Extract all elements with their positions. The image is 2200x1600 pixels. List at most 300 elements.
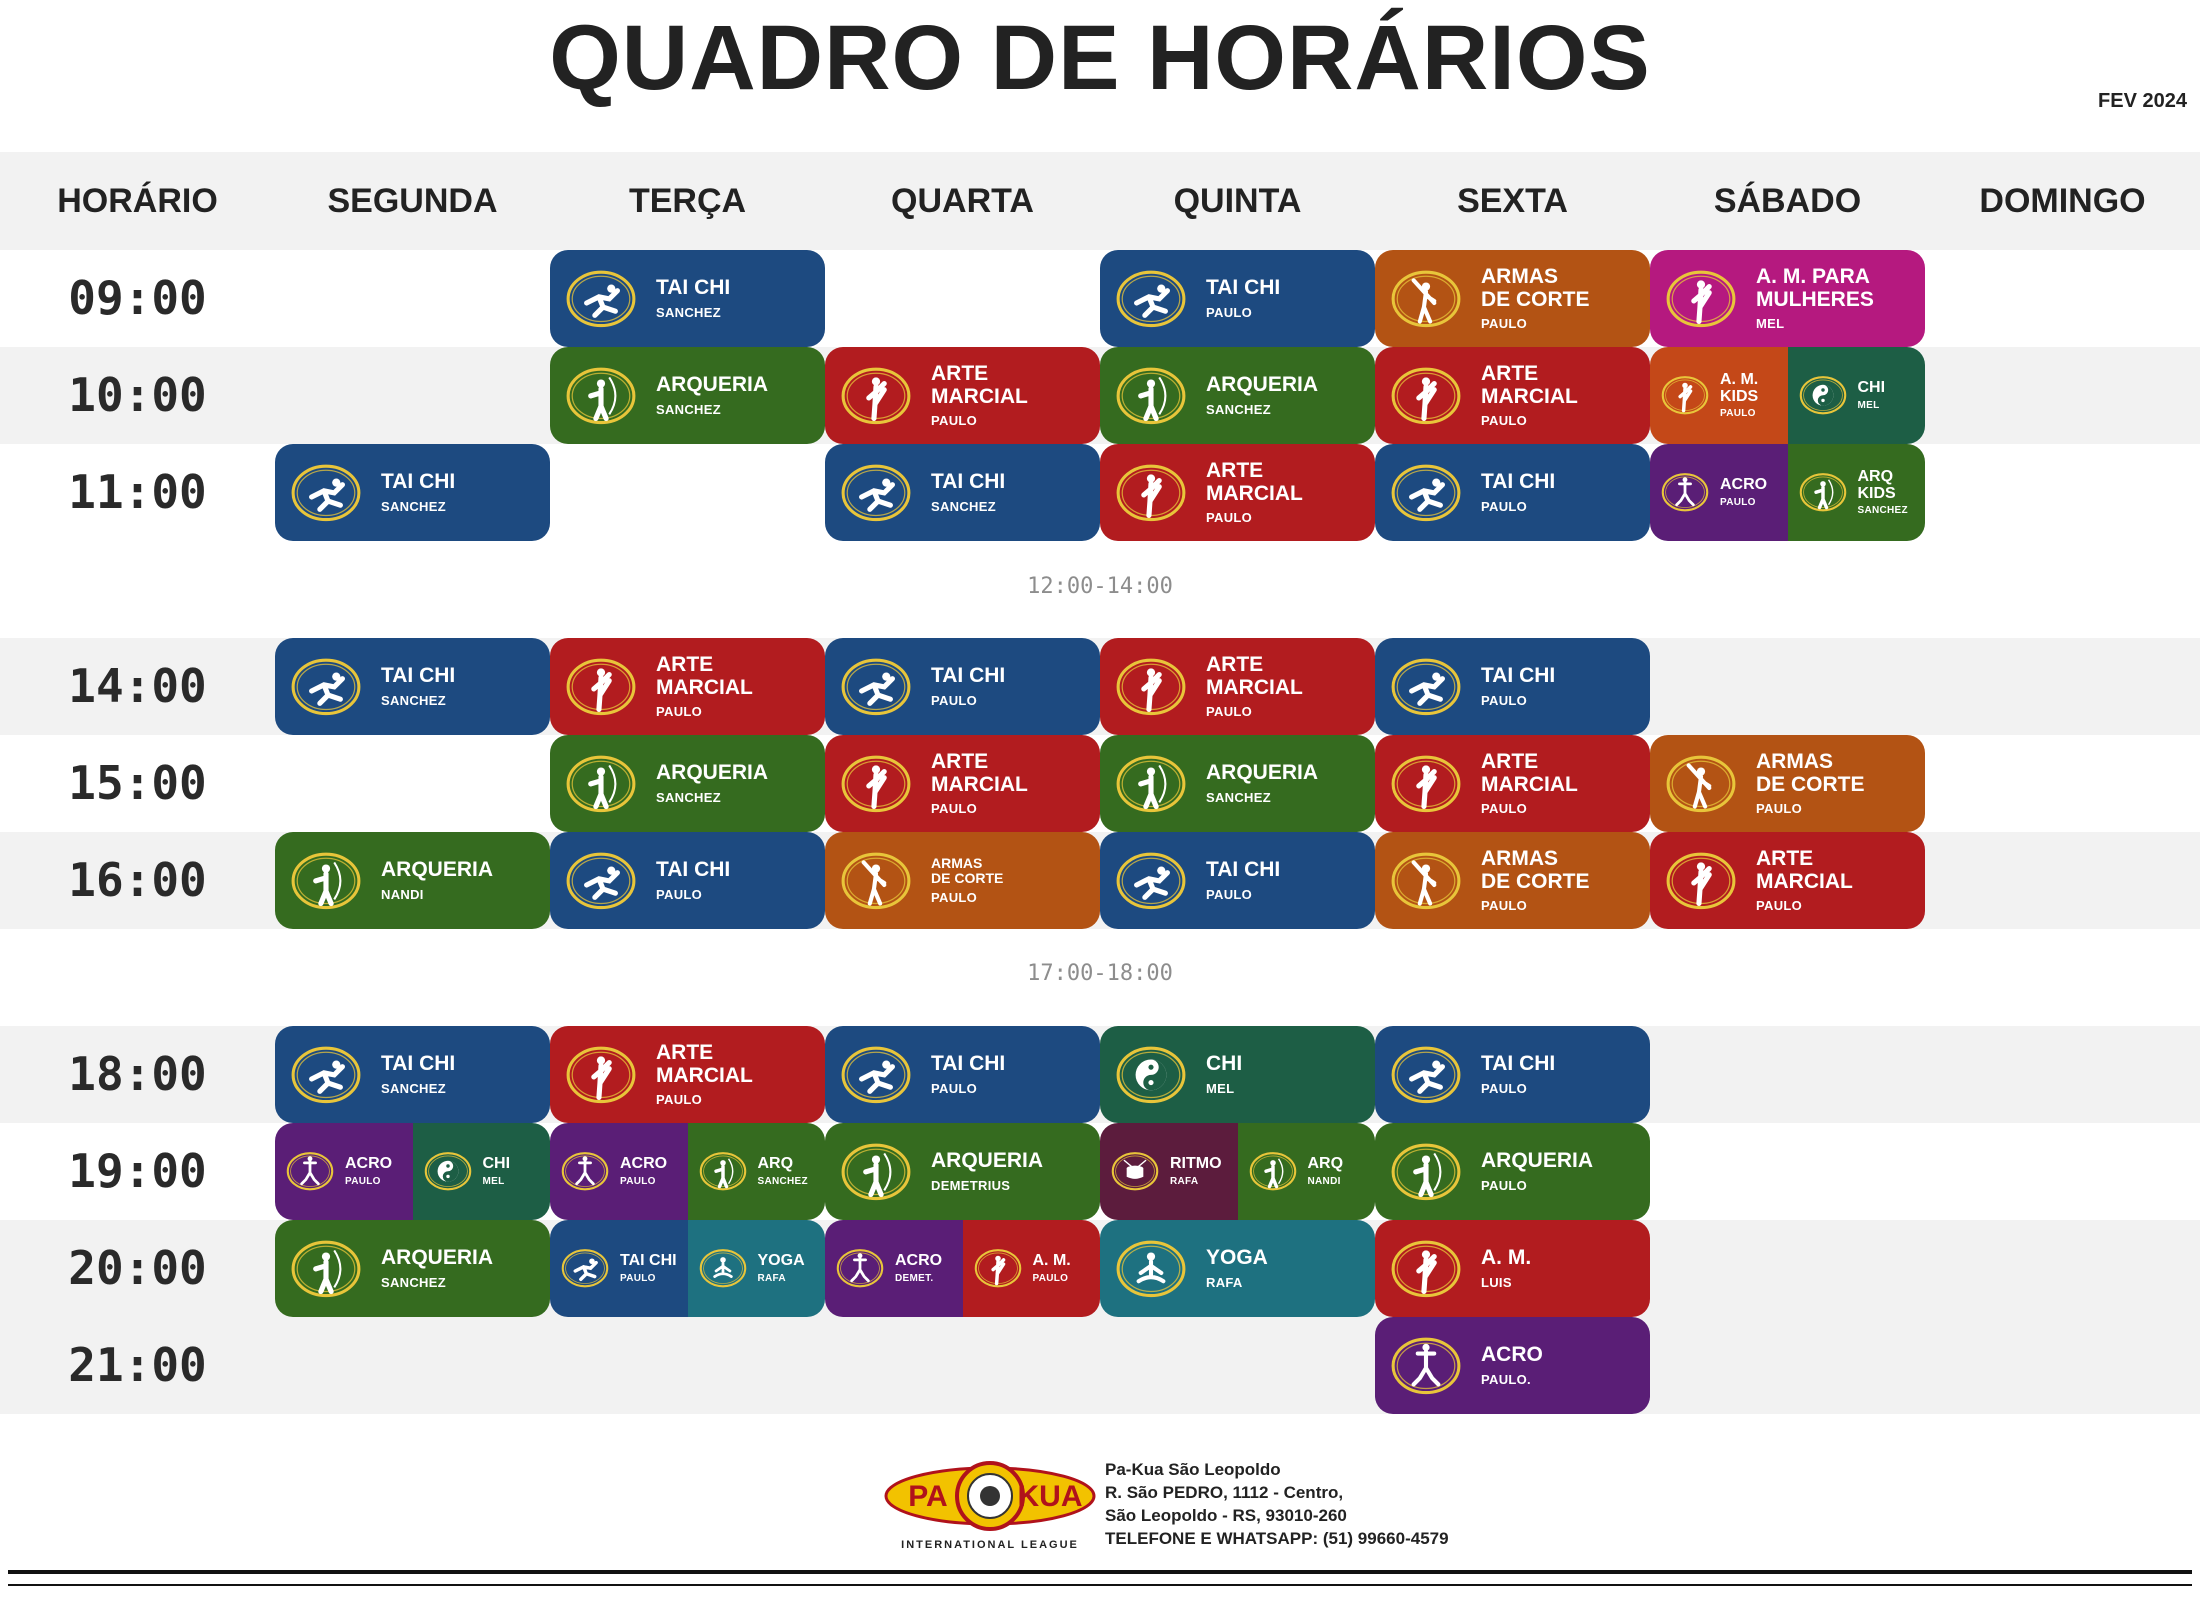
class-text bbox=[1481, 363, 1578, 427]
teacher-name: PAULO bbox=[1481, 498, 1528, 514]
teacher-name: LUIS bbox=[1481, 1274, 1512, 1290]
class-block bbox=[1100, 735, 1375, 832]
class-text bbox=[1481, 665, 1555, 707]
header-quarta: QUARTA bbox=[891, 182, 1034, 220]
teacher-name: SANCHEZ bbox=[931, 498, 996, 514]
class-text bbox=[1858, 469, 1908, 517]
class-block bbox=[825, 735, 1100, 832]
class-text bbox=[1308, 1156, 1344, 1187]
class-text bbox=[1756, 751, 1865, 815]
class-block bbox=[550, 832, 825, 929]
class-block bbox=[1375, 444, 1650, 541]
class-card-tai-chi[interactable] bbox=[825, 1026, 1100, 1123]
teacher-name: PAULO bbox=[1032, 1272, 1069, 1284]
teacher-name: PAULO bbox=[1720, 496, 1756, 508]
class-card-arqueria[interactable] bbox=[550, 735, 825, 832]
class-card-acro-chi[interactable] bbox=[275, 1123, 550, 1220]
yinyang-icon bbox=[423, 1149, 473, 1193]
class-text bbox=[1206, 1053, 1242, 1095]
class-text bbox=[1756, 848, 1853, 912]
class-text bbox=[381, 859, 493, 901]
teacher-name: PAULO bbox=[656, 703, 703, 719]
martial-art-icon bbox=[564, 1042, 638, 1108]
lunch-break-label: 12:00-14:00 bbox=[1027, 574, 1173, 599]
class-name: TAI CHI bbox=[381, 1052, 456, 1076]
taichi-icon bbox=[1114, 848, 1188, 914]
class-card-arqueria[interactable] bbox=[1100, 347, 1375, 444]
class-card-arte-marcial[interactable] bbox=[825, 347, 1100, 444]
class-name: ACRO bbox=[895, 1252, 943, 1270]
taichi-icon bbox=[564, 848, 638, 914]
class-text bbox=[483, 1156, 511, 1187]
class-name: TAI CHI bbox=[620, 1252, 677, 1270]
teacher-name: NANDI bbox=[381, 886, 424, 902]
class-block bbox=[550, 1220, 688, 1317]
acro-icon bbox=[1389, 1333, 1463, 1399]
class-block bbox=[1650, 832, 1925, 929]
yoga-icon bbox=[1114, 1236, 1188, 1302]
class-block bbox=[1375, 1220, 1650, 1317]
class-text bbox=[1206, 859, 1280, 901]
teacher-name: NANDI bbox=[1307, 1175, 1341, 1187]
class-card-tai-chi[interactable] bbox=[275, 444, 550, 541]
class-card-tai-chi[interactable] bbox=[275, 638, 550, 735]
class-card-tai-chi-yoga[interactable] bbox=[550, 1220, 825, 1317]
class-name: ARQUERIA bbox=[656, 761, 769, 785]
class-card-arqueria[interactable] bbox=[275, 1220, 550, 1317]
class-block bbox=[550, 1026, 825, 1123]
class-text bbox=[656, 374, 768, 416]
class-card-a-m[interactable] bbox=[1375, 1220, 1650, 1317]
sword-icon bbox=[1389, 266, 1463, 332]
class-text bbox=[656, 762, 768, 804]
teacher-name: PAULO bbox=[1481, 412, 1528, 428]
martial-art-icon bbox=[839, 751, 913, 817]
class-text bbox=[381, 471, 455, 513]
class-text bbox=[381, 1053, 455, 1095]
class-card-chi[interactable] bbox=[1100, 1026, 1375, 1123]
teacher-name: MEL bbox=[482, 1175, 505, 1187]
class-block bbox=[963, 1220, 1101, 1317]
archery-icon bbox=[698, 1149, 748, 1193]
class-block bbox=[1100, 1220, 1375, 1317]
archery-icon bbox=[289, 1236, 363, 1302]
teacher-name: SANCHEZ bbox=[381, 692, 446, 708]
acro-icon bbox=[285, 1149, 335, 1193]
martial-art-icon bbox=[564, 654, 638, 720]
taichi-icon bbox=[289, 1042, 363, 1108]
class-text bbox=[931, 363, 1028, 427]
class-card-arte-marcial[interactable] bbox=[1375, 735, 1650, 832]
class-card-tai-chi[interactable] bbox=[1375, 638, 1650, 735]
class-card-arqueria[interactable] bbox=[1100, 735, 1375, 832]
taichi-icon bbox=[1389, 654, 1463, 720]
class-text bbox=[345, 1156, 392, 1187]
class-block bbox=[1375, 1026, 1650, 1123]
martial-art-icon bbox=[839, 363, 913, 429]
logo-text-right: KUA bbox=[1017, 1480, 1083, 1513]
class-card-arte-marcial[interactable] bbox=[550, 638, 825, 735]
class-block bbox=[413, 1123, 551, 1220]
teacher-name: MEL bbox=[1857, 399, 1880, 411]
class-block bbox=[1100, 1123, 1238, 1220]
class-block bbox=[1788, 444, 1926, 541]
class-name: ACRO bbox=[620, 1155, 668, 1173]
class-text bbox=[1481, 1247, 1531, 1289]
acro-icon bbox=[560, 1149, 610, 1193]
class-block bbox=[1375, 832, 1650, 929]
class-text bbox=[1481, 848, 1590, 912]
class-block bbox=[1375, 250, 1650, 347]
class-block bbox=[1650, 735, 1925, 832]
teacher-name: PAULO bbox=[1206, 509, 1253, 525]
class-text bbox=[758, 1156, 808, 1187]
class-name: CHI bbox=[1857, 379, 1886, 397]
class-card-arte-marcial[interactable] bbox=[1100, 444, 1375, 541]
yinyang-icon bbox=[1798, 373, 1848, 417]
teacher-name: PAULO bbox=[931, 890, 978, 906]
class-card-armas-de-corte[interactable] bbox=[825, 832, 1100, 929]
afternoon-break-label: 17:00-18:00 bbox=[1027, 961, 1173, 986]
class-card-arte-marcial[interactable] bbox=[825, 735, 1100, 832]
pakua-logo bbox=[880, 1456, 1100, 1556]
teacher-name: PAULO bbox=[1481, 1177, 1528, 1193]
teacher-name: SANCHEZ bbox=[656, 304, 721, 320]
class-card-arte-marcial[interactable] bbox=[1100, 638, 1375, 735]
teacher-name: SANCHEZ bbox=[381, 1080, 446, 1096]
martial-art-icon bbox=[1664, 266, 1738, 332]
class-card-tai-chi[interactable] bbox=[550, 250, 825, 347]
class-name: ARQUERIA bbox=[656, 373, 769, 397]
class-block bbox=[825, 1026, 1100, 1123]
class-text bbox=[931, 1150, 1043, 1192]
class-name: ACRO bbox=[1481, 1343, 1543, 1367]
class-text bbox=[1756, 266, 1874, 330]
header-sabado: SÁBADO bbox=[1713, 182, 1862, 220]
teacher-name: PAULO bbox=[1206, 886, 1253, 902]
class-card-arte-marcial[interactable] bbox=[1375, 347, 1650, 444]
teacher-name: PAULO bbox=[1481, 800, 1528, 816]
teacher-name: PAULO bbox=[1756, 800, 1803, 816]
yoga-icon bbox=[698, 1246, 748, 1290]
class-block bbox=[1100, 444, 1375, 541]
time-slot-label: 19:00 bbox=[68, 1144, 207, 1198]
archery-icon bbox=[1248, 1149, 1298, 1193]
class-name: ARTE MARCIAL bbox=[1206, 459, 1303, 505]
teacher-name: SANCHEZ bbox=[1206, 401, 1271, 417]
class-card-tai-chi[interactable] bbox=[825, 638, 1100, 735]
archery-icon bbox=[1114, 751, 1188, 817]
class-card-acro-a-m[interactable] bbox=[825, 1220, 1100, 1317]
martial-art-icon bbox=[1664, 848, 1738, 914]
class-text bbox=[1206, 460, 1303, 524]
class-block bbox=[550, 638, 825, 735]
teacher-name: DEMET. bbox=[895, 1272, 934, 1284]
class-name: TAI CHI bbox=[1206, 276, 1281, 300]
class-name: A. M. KIDS bbox=[1720, 370, 1759, 405]
header-sexta: SEXTA bbox=[1457, 182, 1568, 220]
time-slot-label: 10:00 bbox=[68, 368, 207, 422]
class-text bbox=[1481, 266, 1590, 330]
class-name: YOGA bbox=[1206, 1246, 1268, 1270]
teacher-name: PAULO bbox=[1206, 703, 1253, 719]
sword-icon bbox=[1389, 848, 1463, 914]
class-name: ARMAS DE CORTE bbox=[1756, 750, 1865, 796]
class-name: TAI CHI bbox=[1206, 858, 1281, 882]
martial-art-icon bbox=[1389, 751, 1463, 817]
class-name: ARTE MARCIAL bbox=[931, 362, 1028, 408]
header-quinta: QUINTA bbox=[1173, 182, 1302, 220]
class-card-arte-marcial[interactable] bbox=[550, 1026, 825, 1123]
class-block bbox=[825, 444, 1100, 541]
class-block bbox=[275, 638, 550, 735]
class-text bbox=[656, 859, 730, 901]
time-slot-label: 21:00 bbox=[68, 1338, 207, 1392]
class-text bbox=[1481, 1053, 1555, 1095]
class-name: A. M. bbox=[1032, 1252, 1071, 1270]
class-name: ARMAS DE CORTE bbox=[931, 854, 1004, 886]
taichi-icon bbox=[289, 654, 363, 720]
teacher-name: MEL bbox=[1756, 315, 1785, 331]
teacher-name: PAULO bbox=[1206, 304, 1253, 320]
class-name: TAI CHI bbox=[656, 858, 731, 882]
class-block bbox=[550, 735, 825, 832]
class-text bbox=[620, 1156, 667, 1187]
time-slot-label: 11:00 bbox=[68, 465, 207, 519]
class-card-ritmo-arq[interactable] bbox=[1100, 1123, 1375, 1220]
teacher-name: PAULO bbox=[345, 1175, 381, 1187]
class-card-arqueria[interactable] bbox=[1375, 1123, 1650, 1220]
class-block bbox=[1788, 347, 1926, 444]
class-text bbox=[381, 665, 455, 707]
address-line: R. São PEDRO, 1112 - Centro, bbox=[1105, 1483, 1344, 1502]
class-name: ARQUERIA bbox=[1481, 1149, 1594, 1173]
martial-art-icon bbox=[1114, 460, 1188, 526]
class-card-tai-chi[interactable] bbox=[1100, 832, 1375, 929]
taichi-icon bbox=[1389, 1042, 1463, 1108]
class-card-arqueria[interactable] bbox=[550, 347, 825, 444]
class-block bbox=[275, 1123, 413, 1220]
class-name: ARQ bbox=[1307, 1155, 1344, 1173]
class-card-arqueria[interactable] bbox=[275, 832, 550, 929]
class-card-armas-de-corte[interactable] bbox=[1650, 735, 1925, 832]
class-card-arqueria[interactable] bbox=[825, 1123, 1100, 1220]
taichi-icon bbox=[560, 1246, 610, 1290]
class-text bbox=[381, 1247, 493, 1289]
schedule-row bbox=[0, 1317, 2200, 1414]
class-text bbox=[1206, 277, 1280, 319]
class-block bbox=[275, 1026, 550, 1123]
class-block bbox=[688, 1123, 826, 1220]
time-slot-label: 18:00 bbox=[68, 1047, 207, 1101]
class-block bbox=[825, 1123, 1100, 1220]
class-block bbox=[825, 638, 1100, 735]
teacher-name: PAULO bbox=[931, 412, 978, 428]
class-name: TAI CHI bbox=[931, 664, 1006, 688]
taichi-icon bbox=[564, 266, 638, 332]
taichi-icon bbox=[1389, 460, 1463, 526]
teacher-name: PAULO bbox=[1481, 897, 1528, 913]
class-text bbox=[1206, 654, 1303, 718]
class-card-acro[interactable] bbox=[1375, 1317, 1650, 1414]
class-name: ARQUERIA bbox=[931, 1149, 1044, 1173]
class-text bbox=[1170, 1156, 1222, 1187]
class-name: ARQUERIA bbox=[1206, 373, 1319, 397]
class-name: TAI CHI bbox=[381, 664, 456, 688]
class-text bbox=[620, 1253, 677, 1284]
class-card-armas-de-corte[interactable] bbox=[1375, 250, 1650, 347]
class-text bbox=[656, 654, 753, 718]
class-card-tai-chi[interactable] bbox=[1375, 444, 1650, 541]
class-name: ACRO bbox=[1720, 476, 1768, 494]
class-name: CHI bbox=[482, 1155, 511, 1173]
teacher-name: PAULO. bbox=[1481, 1371, 1531, 1387]
archery-icon bbox=[289, 848, 363, 914]
class-text bbox=[1033, 1253, 1071, 1284]
class-text bbox=[931, 856, 1003, 905]
footer-rule-thin bbox=[8, 1584, 2192, 1586]
martial-art-icon bbox=[1114, 654, 1188, 720]
taichi-icon bbox=[289, 460, 363, 526]
teacher-name: RAFA bbox=[1170, 1175, 1199, 1187]
teacher-name: PAULO bbox=[931, 692, 978, 708]
teacher-name: MEL bbox=[1206, 1080, 1235, 1096]
class-name: ARTE MARCIAL bbox=[1206, 653, 1303, 699]
class-block bbox=[275, 444, 550, 541]
teacher-name: PAULO bbox=[620, 1175, 656, 1187]
class-card-arte-marcial[interactable] bbox=[1650, 832, 1925, 929]
time-slot-label: 15:00 bbox=[68, 756, 207, 810]
class-text bbox=[656, 1042, 753, 1106]
class-name: YOGA bbox=[757, 1252, 805, 1270]
class-text bbox=[895, 1253, 942, 1284]
teacher-name: SANCHEZ bbox=[1857, 505, 1908, 517]
class-block bbox=[1375, 735, 1650, 832]
time-slot-label: 09:00 bbox=[68, 271, 207, 325]
logo-text-left: PA bbox=[908, 1480, 948, 1513]
class-text bbox=[931, 751, 1028, 815]
class-card-tai-chi[interactable] bbox=[275, 1026, 550, 1123]
class-name: TAI CHI bbox=[656, 276, 731, 300]
teacher-name: PAULO bbox=[1481, 692, 1528, 708]
martial-art-icon bbox=[973, 1246, 1023, 1290]
class-text bbox=[1481, 1344, 1543, 1386]
class-block bbox=[1375, 347, 1650, 444]
teacher-name: DEMETRIUS bbox=[931, 1177, 1011, 1193]
class-name: ARTE MARCIAL bbox=[1481, 750, 1578, 796]
class-name: ARQ KIDS bbox=[1857, 467, 1896, 502]
teacher-name: SANCHEZ bbox=[656, 401, 721, 417]
class-block bbox=[1375, 638, 1650, 735]
class-block bbox=[275, 832, 550, 929]
archery-icon bbox=[839, 1139, 913, 1205]
class-card-a-m-para-mulheres[interactable] bbox=[1650, 250, 1925, 347]
class-card-acro-arq[interactable] bbox=[550, 1123, 825, 1220]
class-text bbox=[931, 471, 1005, 513]
class-name: TAI CHI bbox=[931, 1052, 1006, 1076]
class-name: A. M. PARA MULHERES bbox=[1756, 265, 1874, 311]
time-slot-label: 14:00 bbox=[68, 659, 207, 713]
header-domingo: DOMINGO bbox=[1979, 182, 2146, 220]
class-card-tai-chi[interactable] bbox=[825, 444, 1100, 541]
header-segunda: SEGUNDA bbox=[327, 182, 498, 220]
class-block bbox=[1650, 250, 1925, 347]
time-slot-label: 16:00 bbox=[68, 853, 207, 907]
class-text bbox=[1481, 1150, 1593, 1192]
edition-date: FEV 2024 bbox=[2098, 90, 2187, 112]
class-block bbox=[1650, 444, 1788, 541]
class-text bbox=[1206, 762, 1318, 804]
teacher-name: SANCHEZ bbox=[757, 1175, 808, 1187]
page-title: QUADRO DE HORÁRIOS bbox=[549, 7, 1651, 109]
acro-icon bbox=[1660, 470, 1710, 514]
teacher-name: SANCHEZ bbox=[1206, 789, 1271, 805]
class-name: ARQ bbox=[757, 1155, 794, 1173]
class-name: TAI CHI bbox=[1481, 1052, 1556, 1076]
archery-icon bbox=[564, 751, 638, 817]
class-card-acro-arq-kids[interactable] bbox=[1650, 444, 1925, 541]
class-block bbox=[550, 250, 825, 347]
sword-icon bbox=[839, 848, 913, 914]
class-block bbox=[1100, 250, 1375, 347]
class-card-tai-chi[interactable] bbox=[1375, 1026, 1650, 1123]
class-card-a-m-kids-chi[interactable] bbox=[1650, 347, 1925, 444]
teacher-name: SANCHEZ bbox=[381, 1274, 446, 1290]
class-block bbox=[550, 347, 825, 444]
class-block bbox=[1100, 638, 1375, 735]
teacher-name: PAULO bbox=[1720, 408, 1756, 420]
class-text bbox=[1206, 1247, 1268, 1289]
teacher-name: RAFA bbox=[1206, 1274, 1243, 1290]
taichi-icon bbox=[839, 654, 913, 720]
teacher-name: PAULO bbox=[656, 886, 703, 902]
class-card-tai-chi[interactable] bbox=[1100, 250, 1375, 347]
archery-icon bbox=[564, 363, 638, 429]
class-name: ARQUERIA bbox=[381, 1246, 494, 1270]
acro-icon bbox=[835, 1246, 885, 1290]
class-block bbox=[550, 1123, 688, 1220]
class-card-yoga[interactable] bbox=[1100, 1220, 1375, 1317]
logo-subtitle: INTERNATIONAL LEAGUE bbox=[901, 1539, 1079, 1551]
class-block bbox=[1100, 1026, 1375, 1123]
header-horario: HORÁRIO bbox=[57, 182, 218, 220]
yinyang-icon bbox=[1114, 1042, 1188, 1108]
class-card-armas-de-corte[interactable] bbox=[1375, 832, 1650, 929]
martial-art-icon bbox=[1389, 363, 1463, 429]
class-block bbox=[825, 347, 1100, 444]
class-block bbox=[688, 1220, 826, 1317]
class-block bbox=[1238, 1123, 1376, 1220]
class-name: ARQUERIA bbox=[1206, 761, 1319, 785]
teacher-name: PAULO bbox=[1481, 315, 1528, 331]
class-card-tai-chi[interactable] bbox=[550, 832, 825, 929]
class-block bbox=[275, 1220, 550, 1317]
class-block bbox=[1375, 1317, 1650, 1414]
class-name: TAI CHI bbox=[931, 470, 1006, 494]
class-text bbox=[1720, 477, 1767, 508]
class-text bbox=[1858, 380, 1886, 411]
class-text bbox=[931, 665, 1005, 707]
class-name: ARTE MARCIAL bbox=[656, 653, 753, 699]
class-block bbox=[1650, 347, 1788, 444]
class-text bbox=[656, 277, 730, 319]
teacher-name: PAULO bbox=[1756, 897, 1803, 913]
class-name: TAI CHI bbox=[381, 470, 456, 494]
class-name: RITMO bbox=[1170, 1155, 1222, 1173]
teacher-name: PAULO bbox=[931, 800, 978, 816]
class-block bbox=[1100, 832, 1375, 929]
class-name: TAI CHI bbox=[1481, 664, 1556, 688]
